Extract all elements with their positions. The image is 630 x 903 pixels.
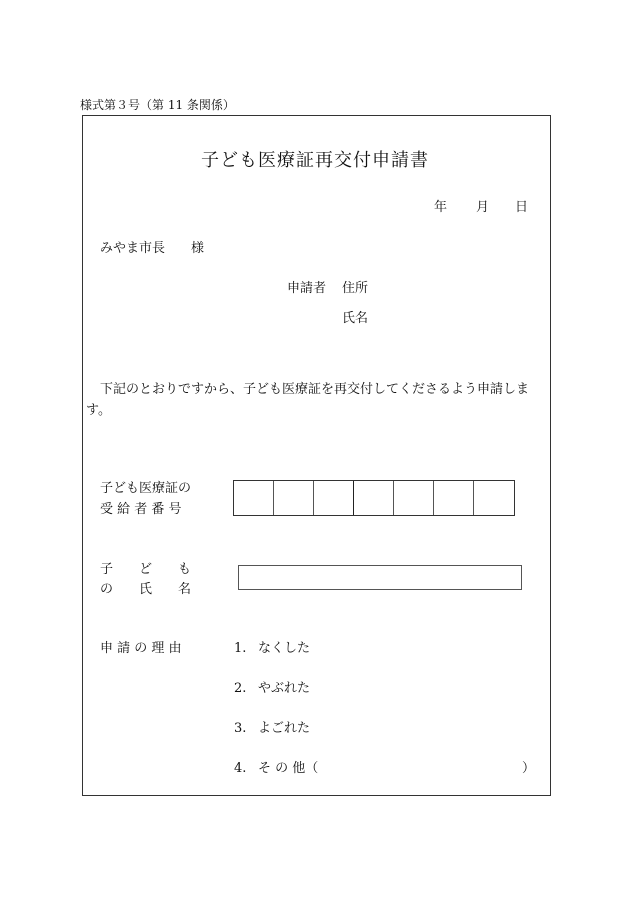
recipient-number-digit[interactable] <box>274 481 314 515</box>
form-reference: 様式第３号（第 11 条関係） <box>80 98 235 112</box>
recipient-number-digit[interactable] <box>234 481 274 515</box>
recipient-number-digit[interactable] <box>314 481 354 515</box>
recipient-number-label-line2: 受 給 者 番 号 <box>100 502 182 517</box>
child-name-field[interactable] <box>238 565 522 590</box>
reason-option-number: 3. <box>234 721 247 736</box>
reason-option-1[interactable] <box>234 637 310 656</box>
body-text-line2: す。 <box>86 403 111 418</box>
recipient-number-digit[interactable] <box>434 481 474 515</box>
recipient-number-digit[interactable] <box>354 481 394 515</box>
form-frame <box>82 115 551 796</box>
reason-option-text: やぶれた <box>258 681 311 696</box>
recipient-number-boxes <box>233 480 515 516</box>
date-year-label: 年 <box>434 200 448 215</box>
reason-option-4[interactable] <box>234 757 318 776</box>
addressee: みやま市長 様 <box>100 241 205 256</box>
reason-option-number: 2. <box>234 681 247 696</box>
reason-option-3[interactable] <box>234 717 310 736</box>
recipient-number-digit[interactable] <box>394 481 434 515</box>
applicant-name-label: 氏名 <box>342 311 369 326</box>
applicant-address-label: 住所 <box>342 281 369 296</box>
recipient-number-digit[interactable] <box>474 481 514 515</box>
reason-option-text: よごれた <box>258 721 311 736</box>
date-day-label: 日 <box>515 200 529 215</box>
reason-option-number: 1. <box>234 641 247 656</box>
child-name-label-line2: の 氏 名 <box>100 582 192 597</box>
reason-option-2[interactable] <box>234 677 310 696</box>
recipient-number-label-line1: 子ども医療証の <box>100 481 192 496</box>
applicant-label: 申請者 <box>287 281 327 296</box>
form-title: 子ども医療証再交付申請書 <box>201 150 429 171</box>
reason-option-number: 4. <box>234 761 247 776</box>
reason-label: 申 請 の 理 由 <box>100 641 182 656</box>
body-text-line1: 下記のとおりですから、子ども医療証を再交付してくださるよう申請しま <box>100 382 530 397</box>
reason-option-text: なくした <box>258 641 311 656</box>
date-month-label: 月 <box>476 200 490 215</box>
child-name-label-line1: 子 ど も <box>100 562 192 577</box>
reason-other-close-paren: ） <box>522 761 536 776</box>
reason-option-text: そ の 他（ <box>258 761 319 776</box>
